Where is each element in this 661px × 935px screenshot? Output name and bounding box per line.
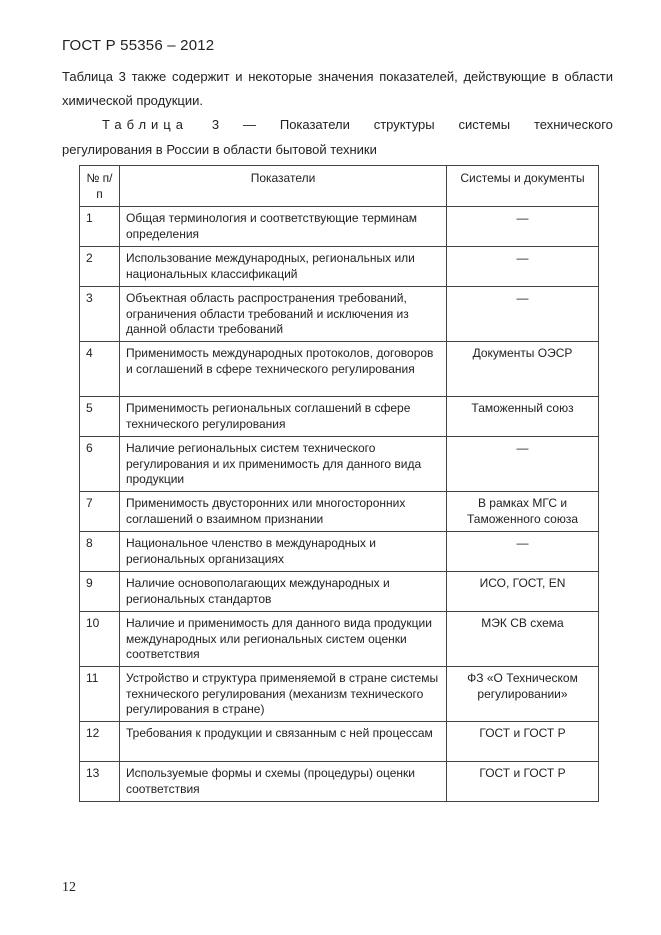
caption-word: Показатели xyxy=(279,117,350,132)
row-systems: ГОСТ и ГОСТ Р xyxy=(447,722,599,762)
row-number: 12 xyxy=(80,722,120,762)
row-indicator: Общая терминология и соответствующие терминам определения xyxy=(120,207,447,247)
row-indicator: Используемые формы и схемы (процедуры) оценки соответствия xyxy=(120,762,447,802)
caption-word: системы xyxy=(458,117,511,132)
row-systems: ГОСТ и ГОСТ Р xyxy=(447,762,599,802)
row-number: 3 xyxy=(80,287,120,342)
row-indicator: Применимость двусторонних или многосторонних соглашений о взаимном признании xyxy=(120,492,447,532)
row-number: 11 xyxy=(80,667,120,722)
row-number: 10 xyxy=(80,612,120,667)
row-number: 5 xyxy=(80,397,120,437)
table-row xyxy=(80,207,599,247)
table-row xyxy=(80,397,599,437)
row-indicator: Национальное членство в международных и региональных организациях xyxy=(120,532,447,572)
header-systems: Системы и документы xyxy=(447,166,599,207)
table-row xyxy=(80,667,599,722)
row-systems: — xyxy=(447,207,599,247)
page-number: 12 xyxy=(62,880,76,895)
row-systems: Таможенный союз xyxy=(447,397,599,437)
row-number: 8 xyxy=(80,532,120,572)
header-num: № п/п xyxy=(80,166,120,207)
row-indicator: Наличие и применимость для данного вида продукции международных или региональных систем оценки соответствия xyxy=(120,612,447,667)
table-row xyxy=(80,722,599,762)
row-systems: — xyxy=(447,287,599,342)
row-number: 7 xyxy=(80,492,120,532)
table-row xyxy=(80,492,599,532)
row-indicator: Наличие основополагающих международных и региональных стандартов xyxy=(120,572,447,612)
row-number: 2 xyxy=(80,247,120,287)
row-systems: В рамках МГС и Таможенного союза xyxy=(447,492,599,532)
row-number: 9 xyxy=(80,572,120,612)
indicators-table xyxy=(79,165,599,802)
row-systems: ФЗ «О Техническом регулировании» xyxy=(447,667,599,722)
row-indicator: Требования к продукции и связанным с ней процессам xyxy=(120,722,447,762)
table-row xyxy=(80,762,599,802)
table-caption xyxy=(102,115,613,135)
table-row xyxy=(80,287,599,342)
row-indicator: Наличие региональных систем технического регулирования и их применимость для данного вида продукции xyxy=(120,437,447,492)
table-row xyxy=(80,532,599,572)
table-row xyxy=(80,247,599,287)
row-number: 4 xyxy=(80,342,120,397)
caption-word: — xyxy=(242,117,256,132)
header-indicator: Показатели xyxy=(120,166,447,207)
row-indicator: Устройство и структура применяемой в стране системы технического регулирования (механизм технического регулирования в стране) xyxy=(120,667,447,722)
table-row xyxy=(80,342,599,397)
row-indicator: Применимость региональных соглашений в сфере технического регулирования xyxy=(120,397,447,437)
caption-word: Таблица xyxy=(102,117,188,132)
row-systems: — xyxy=(447,247,599,287)
row-number: 1 xyxy=(80,207,120,247)
row-number: 6 xyxy=(80,437,120,492)
table-caption-continuation: регулирования в России в области бытовой техники xyxy=(62,142,377,157)
caption-word: структуры xyxy=(373,117,435,132)
row-indicator: Объектная область распространения требований, ограничения области требований и исключения из данной области требований xyxy=(120,287,447,342)
row-systems: МЭК СВ схема xyxy=(447,612,599,667)
table-row xyxy=(80,437,599,492)
caption-word: 3 xyxy=(211,117,220,132)
table-row xyxy=(80,572,599,612)
row-systems: ИСО, ГОСТ, EN xyxy=(447,572,599,612)
row-indicator: Применимость международных протоколов, договоров и соглашений в сфере технического регулирования xyxy=(120,342,447,397)
row-systems: Документы ОЭСР xyxy=(447,342,599,397)
row-systems: — xyxy=(447,532,599,572)
table-body xyxy=(80,207,599,802)
row-indicator: Использование международных, региональных или национальных классификаций xyxy=(120,247,447,287)
row-systems: — xyxy=(447,437,599,492)
intro-paragraph: Таблица 3 также содержит и некоторые значения показателей, действующие в области химической продукции. xyxy=(62,69,613,108)
table-header-row xyxy=(80,166,599,207)
caption-word: технического xyxy=(533,117,613,132)
document-header: ГОСТ Р 55356 – 2012 xyxy=(62,37,215,54)
table-row xyxy=(80,612,599,667)
row-number: 13 xyxy=(80,762,120,802)
